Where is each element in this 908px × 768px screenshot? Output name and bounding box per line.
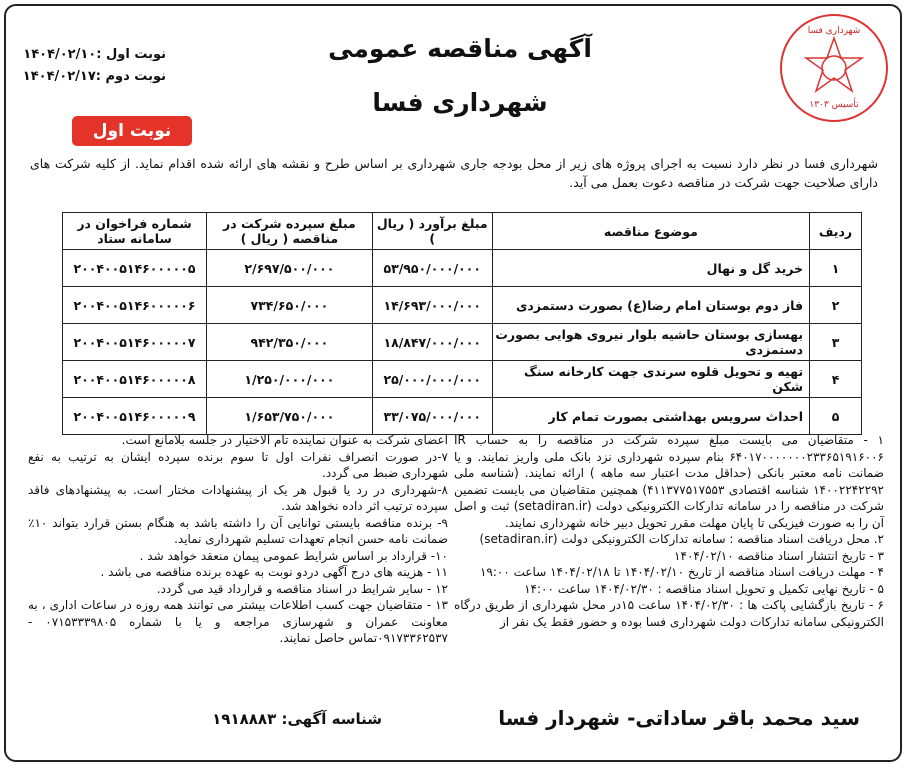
row-estimate: ۱۸/۸۴۷/۰۰۰/۰۰۰ bbox=[372, 324, 492, 361]
first-date-label: نوبت اول : bbox=[96, 47, 166, 62]
municipality-logo bbox=[780, 14, 888, 122]
row-subject: تهیه و تحویل قلوه سرندی جهت کارخانه سنگ شکن bbox=[492, 361, 809, 398]
row-deposit: ۷۳۴/۶۵۰/۰۰۰ bbox=[206, 287, 372, 324]
condition-item: ۷-در صورت انصراف نفرات اول تا سوم برنده سپرده ایشان به ترتیب به نفع شهرداری ضبط می گردد. bbox=[28, 449, 448, 480]
table-row bbox=[63, 250, 862, 287]
first-date: ۱۴۰۴/۰۲/۱۰ bbox=[23, 47, 97, 62]
logo-text-bottom: تأسیس ۱۳۰۳ bbox=[809, 100, 859, 110]
first-date-row bbox=[16, 44, 166, 66]
condition-item: ۱ - متقاضیان می بایست مبلغ سپرده شرکت در مناقصه را به حساب IR ۶۴۰۱۷۰۰۰۰۰۰۰۲۳۳۶۵۱۹۱۶۰۰۶ بنام سپرده شهرداری نزد بانک ملی واریز نمایند. و یا ضمانت نامه معتبر بانکی (حداقل مدت اعتبار سه ماهه ) ارائه نمایند. (شناسه ملی ۱۴۰۰۲۲۴۲۲۹۲ شناسه اقتصادی ۴۱۱۳۷۷۵۱۷۵۵۳) همچنین متقاضیان می بایست تضمین شرکت در مناقصه را در سامانه تدارکات الکترونیکی دولت (setadiran.ir) ثبت و اصل آن را به صورت فیزیکی تا پایان مهلت مقرر تحویل دبیر خانه شهرداری نمایند. bbox=[454, 433, 884, 530]
row-deposit: ۱/۲۵۰/۰۰۰/۰۰۰ bbox=[206, 361, 372, 398]
header-deposit: مبلغ سپرده شرکت در مناقصه ( ریال ) bbox=[206, 213, 372, 250]
row-call-number: ۲۰۰۴۰۰۵۱۴۶۰۰۰۰۰۸ bbox=[63, 361, 207, 398]
row-estimate: ۲۵/۰۰۰/۰۰۰/۰۰۰ bbox=[372, 361, 492, 398]
ad-code-value: ۱۹۱۸۸۸۳ bbox=[212, 710, 277, 728]
header-index: ردیف bbox=[810, 213, 862, 250]
row-estimate: ۵۳/۹۵۰/۰۰۰/۰۰۰ bbox=[372, 250, 492, 287]
row-subject: بهسازی بوستان حاشیه بلوار نیروی هوایی بصورت دستمزدی bbox=[492, 324, 809, 361]
ad-code bbox=[142, 710, 382, 728]
row-index: ۲ bbox=[810, 287, 862, 324]
logo-text-top: شهرداری فسا bbox=[807, 26, 861, 36]
second-date-label: نوبت دوم : bbox=[95, 69, 166, 84]
intro-paragraph: شهرداری فسا در نظر دارد نسبت به اجرای پروژه های زیر از محل بودجه جاری شهرداری بر اساس طرح و نقشه های ارائه شده اقدام نماید. از کلیه شرکت های دارای صلاحیت جهت شرکت در مناقصه دعوت بعمل می آید. bbox=[30, 156, 878, 190]
condition-item: ۶ - تاریخ بازگشایی پاکت ها : ۱۴۰۴/۰۲/۳۰ ساعت ۱۵در محل شهرداری از طریق درگاه الکترونیکی سامانه تدارکات دولت شهرداری فسا بوده و حضور فقط یک نفر از bbox=[454, 598, 884, 629]
table-row bbox=[63, 287, 862, 324]
row-deposit: ۱/۶۵۳/۷۵۰/۰۰۰ bbox=[206, 398, 372, 435]
row-index: ۵ bbox=[810, 398, 862, 435]
table-header-row bbox=[63, 213, 862, 250]
row-subject: احداث سرویس بهداشتی بصورت تمام کار bbox=[492, 398, 809, 435]
condition-item: ۲. محل دریافت اسناد مناقصه : سامانه تدارکات الکترونیکی دولت (setadiran.ir) bbox=[479, 532, 884, 546]
ad-code-label: شناسه آگهی: bbox=[281, 710, 382, 728]
header-call-number: شماره فراخوان در سامانه ستاد bbox=[63, 213, 207, 250]
mayor-signature: سید محمد باقر ساداتی- شهردار فسا bbox=[498, 706, 860, 730]
header-estimate: مبلغ برآورد ( ریال ) bbox=[372, 213, 492, 250]
row-index: ۱ bbox=[810, 250, 862, 287]
row-call-number: ۲۰۰۴۰۰۵۱۴۶۰۰۰۰۰۹ bbox=[63, 398, 207, 435]
conditions-left-column bbox=[28, 432, 448, 647]
row-deposit: ۲/۶۹۷/۵۰۰/۰۰۰ bbox=[206, 250, 372, 287]
condition-item: اعضای شرکت به عنوان نماینده تام الاختیار در جلسه بلامانع است. bbox=[121, 433, 448, 447]
row-index: ۴ bbox=[810, 361, 862, 398]
row-estimate: ۱۴/۶۹۳/۰۰۰/۰۰۰ bbox=[372, 287, 492, 324]
row-index: ۳ bbox=[810, 324, 862, 361]
round-badge: نوبت اول bbox=[72, 116, 192, 146]
row-subject: فاز دوم بوستان امام رضا(ع) بصورت دستمزدی bbox=[492, 287, 809, 324]
row-deposit: ۹۴۲/۳۵۰/۰۰۰ bbox=[206, 324, 372, 361]
row-subject: خرید گل و نهال bbox=[492, 250, 809, 287]
row-estimate: ۳۳/۰۷۵/۰۰۰/۰۰۰ bbox=[372, 398, 492, 435]
condition-item: ۴ - مهلت دریافت اسناد مناقصه از تاریخ ۱۴۰۴/۰۲/۱۰ تا ۱۴۰۴/۰۲/۱۸ ساعت ۱۹:۰۰ bbox=[479, 565, 884, 579]
condition-item: ۱۲ - سایر شرایط در اسناد مناقصه و قرارداد قید می گردد. bbox=[156, 581, 448, 596]
table-row bbox=[63, 324, 862, 361]
header-subject: موضوع مناقصه bbox=[492, 213, 809, 250]
condition-item: ۱۳ - متقاضیان جهت کسب اطلاعات بیشتر می توانند همه روزه در ساعات اداری ، به معاونت عمران و شهرسازی مراجعه و یا با شماره ۰۷۱۵۳۳۳۹۸۰۵ - ۰۹۱۷۳۳۶۲۵۳۷تماس حاصل نمایند. bbox=[28, 598, 448, 645]
row-call-number: ۲۰۰۴۰۰۵۱۴۶۰۰۰۰۰۵ bbox=[63, 250, 207, 287]
conditions-right-column bbox=[454, 432, 884, 630]
publication-dates bbox=[16, 44, 166, 88]
page-title: آگهی مناقصه عمومی bbox=[328, 34, 592, 63]
row-call-number: ۲۰۰۴۰۰۵۱۴۶۰۰۰۰۰۷ bbox=[63, 324, 207, 361]
condition-item: ۵ - تاریخ نهایی تکمیل و تحویل اسناد مناقصه : ۱۴۰۴/۰۲/۳۰ ساعت ۱۴:۰۰ bbox=[524, 581, 884, 596]
page-subtitle: شهرداری فسا bbox=[372, 88, 548, 117]
condition-item: ۱۰- قرارداد بر اساس شرایط عمومی پیمان منعقد خواهد شد . bbox=[139, 548, 448, 563]
tender-table bbox=[62, 212, 862, 435]
condition-item: ۱۱ - هزینه های درج آگهی دردو نوبت به عهده برنده مناقصه می باشد . bbox=[100, 565, 448, 579]
second-date-row bbox=[16, 66, 166, 88]
condition-item: ۸-شهرداری در رد یا قبول هر یک از پیشنهادات مختار است. به پیشنهادهای فاقد سپرده ترتیب اثر داده نخواهد شد. bbox=[28, 482, 448, 513]
condition-item: ۳ - تاریخ انتشار اسناد مناقصه ۱۴۰۴/۰۲/۱۰ bbox=[674, 548, 884, 563]
row-call-number: ۲۰۰۴۰۰۵۱۴۶۰۰۰۰۰۶ bbox=[63, 287, 207, 324]
table-row bbox=[63, 398, 862, 435]
second-date: ۱۴۰۴/۰۲/۱۷ bbox=[22, 69, 96, 84]
table-row bbox=[63, 361, 862, 398]
condition-item: ۹- برنده مناقصه بایستی توانایی آن را داشته باشد به هنگام بستن قرارد بتواند ۱۰٪ ضمانت نامه حسن انجام تعهدات تسلیم شهرداری نماید. bbox=[28, 515, 448, 546]
